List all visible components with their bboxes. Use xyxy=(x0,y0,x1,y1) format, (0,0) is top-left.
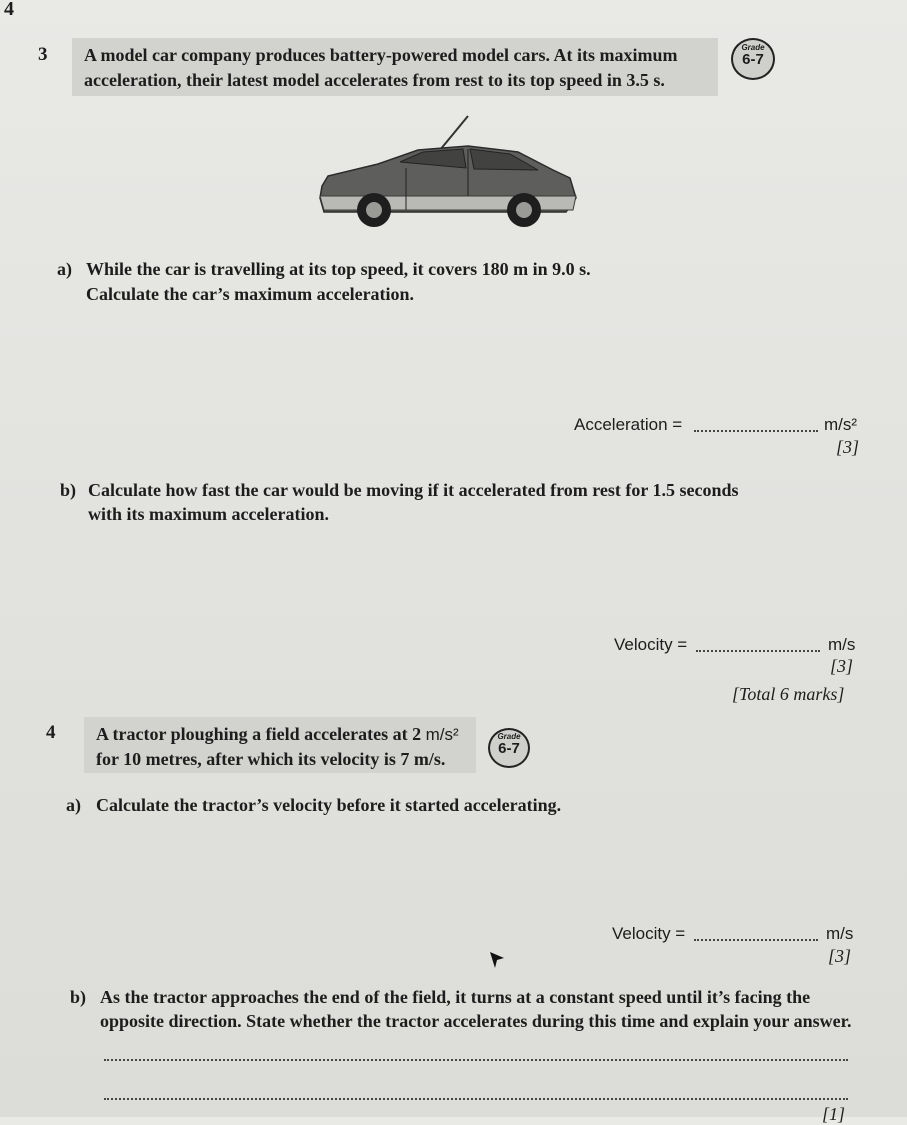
question-3a-line-2: Calculate the car’s maximum acceleration. xyxy=(86,284,415,304)
question-3a-label: a) xyxy=(57,259,72,279)
question-3a-answer-label: Acceleration = xyxy=(574,415,683,434)
question-4b-line-2: opposite direction. State whether the tractor accelerates during this time and explain your answer. xyxy=(100,1011,852,1031)
question-4a-marks: [3] xyxy=(828,946,852,966)
question-4a-unit: m/s xyxy=(826,924,854,943)
question-3-number: 3 xyxy=(38,44,48,65)
question-3-grade-badge xyxy=(731,38,775,80)
question-4-number: 4 xyxy=(46,722,56,743)
question-4a-answer-field[interactable] xyxy=(694,939,818,941)
question-4b-answer-line-2[interactable] xyxy=(104,1098,848,1100)
question-3b-line-1: Calculate how fast the car would be moving if it accelerated from rest for 1.5 seconds xyxy=(88,480,739,500)
question-4b-marks: [1] xyxy=(822,1104,846,1124)
question-3-intro-line-2: acceleration, their latest model accelerates from rest to its top speed in 3.5 s. xyxy=(84,70,665,90)
question-4a-answer-label: Velocity = xyxy=(612,924,686,943)
question-4-intro-line-1 xyxy=(96,721,459,748)
question-3a-unit: m/s² xyxy=(824,415,858,434)
cursor-icon xyxy=(488,950,506,970)
question-3a-answer-field[interactable] xyxy=(694,430,818,432)
question-3a-line-1: While the car is travelling at its top speed, it covers 180 m in 9.0 s. xyxy=(86,259,591,279)
grade-value: 6-7 xyxy=(742,51,764,68)
question-3a-marks: [3] xyxy=(836,437,860,457)
question-3b-marks: [3] xyxy=(830,656,854,676)
question-4-grade-badge xyxy=(488,728,530,768)
question-3b-line-2: with its maximum acceleration. xyxy=(88,504,329,524)
question-4-intro-line-2: for 10 metres, after which its velocity is 7 m/s. xyxy=(96,749,446,769)
question-3b-label: b) xyxy=(60,480,77,500)
page-number: 4 xyxy=(4,0,14,20)
grade-label: Grade xyxy=(497,732,521,741)
grade-value: 6-7 xyxy=(498,740,520,757)
question-4b-line-1: As the tractor approaches the end of the field, it turns at a constant speed until it’s facing the xyxy=(100,987,811,1007)
grade-label: Grade xyxy=(741,43,765,52)
model-car-illustration xyxy=(318,112,580,232)
question-3-intro-line-1: A model car company produces battery-powered model cars. At its maximum xyxy=(84,45,678,65)
question-4b-answer-line-1[interactable] xyxy=(104,1059,848,1061)
question-4a-line-1: Calculate the tractor’s velocity before it started accelerating. xyxy=(96,795,562,815)
question-3b-answer-label: Velocity = xyxy=(614,635,688,654)
question-4a-label: a) xyxy=(66,795,81,815)
question-4-intro-unit: m/s² xyxy=(425,725,459,744)
question-4-intro-text: A tractor ploughing a field accelerates at 2 xyxy=(96,724,422,744)
question-3-total-marks: [Total 6 marks] xyxy=(732,684,845,704)
question-4b-label: b) xyxy=(70,987,87,1007)
question-3b-unit: m/s xyxy=(828,635,856,654)
question-3b-answer-field[interactable] xyxy=(696,650,820,652)
